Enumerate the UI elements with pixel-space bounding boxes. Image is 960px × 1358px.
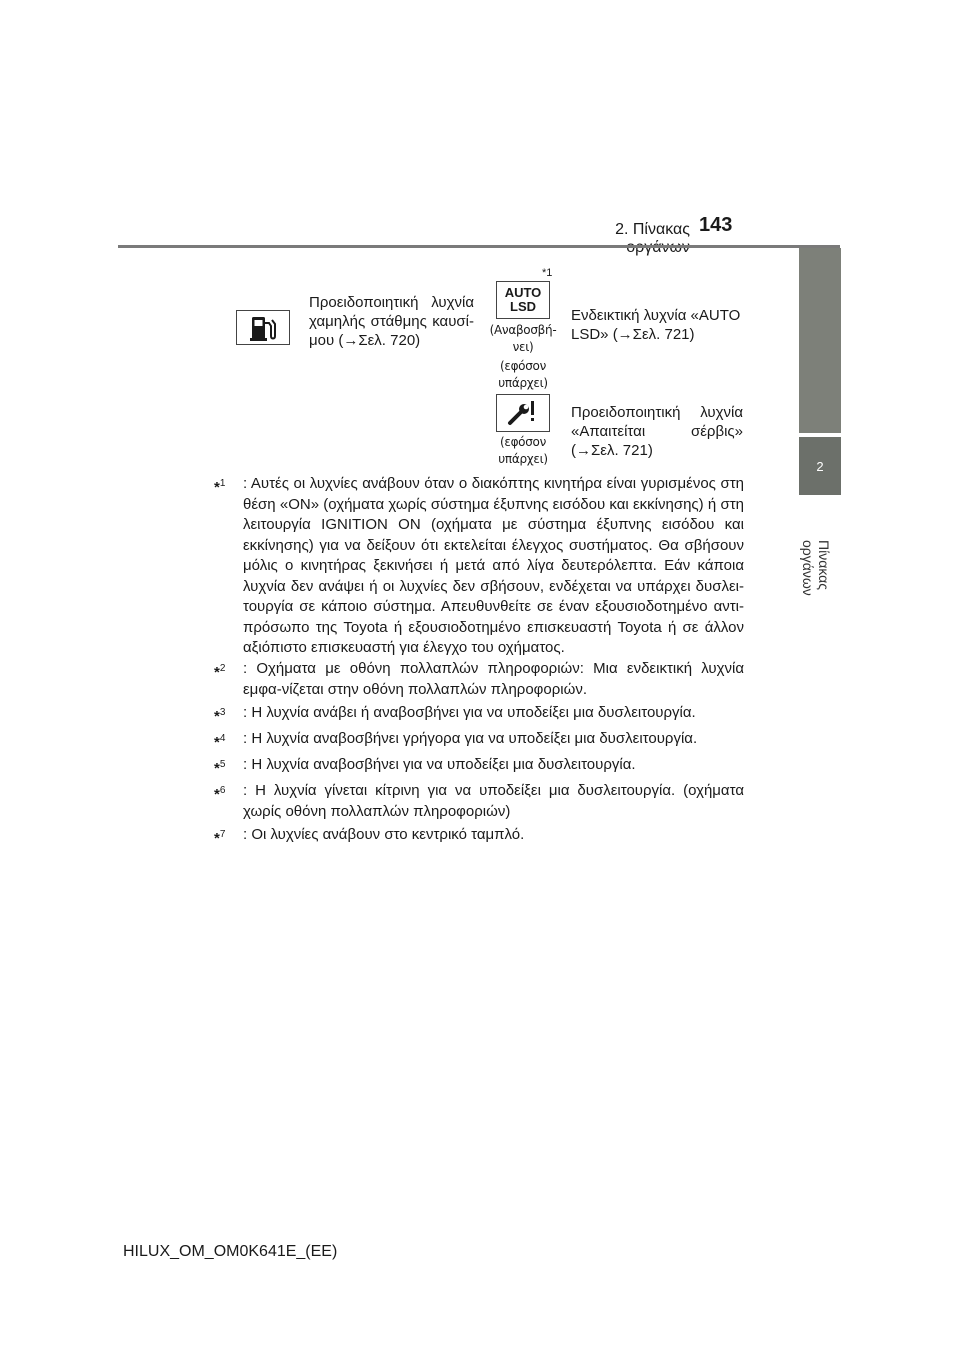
note-7 bbox=[214, 825, 744, 846]
note-5 bbox=[214, 755, 744, 776]
note-6 bbox=[214, 781, 744, 822]
note-6-text: : Η λυχνία γίνεται κίτρινη για να υποδείξει μια δυσλειτουργία. (οχήματα χωρίς οθόνη πολλαπλών πληροφοριών) bbox=[243, 782, 744, 820]
service-icon-box bbox=[496, 394, 550, 432]
note-1-text: : Αυτές οι λυχνίες ανάβουν όταν ο διακόπτης κινητήρα είναι γυρισμένος στη θέση «ON» (οχήματα χωρίς σύστημα έξυπνης εισόδου και εκκίνησης) ή στη λειτουργία IGNITION ON (οχήματα με σύστημα έξυπνης εισόδου και εκκίνησης) για να δείξουν ότι εκτελείται έλεγχος συστήματος. Θα σβήσουν μόλις ο κινητήρας ξεκινήσει ή μετά από λίγα δευτερόλεπτα. Εάν κάποια λυχνία δεν ανάψει ή οι λυχνίες δεν σβήσουν, ενδέχεται να υπάρχει δυσλει-τουργία σε κάποιο σύστημα. Απευθυνθείτε σε έναν εξουσιοδοτημένο αντι-πρόσωπο της Toyota ή εξουσιοδοτημένο επισκευαστή Toyota ή σε άλλον αξιόπιστο επισκευαστή για έλεγχο του οχήματος. bbox=[243, 475, 744, 656]
section-title: 2. Πίνακας bbox=[615, 221, 690, 238]
service-wrench-icon bbox=[507, 398, 539, 428]
side-tab-bar bbox=[799, 248, 841, 433]
note-1-marker: *$^1$ bbox=[214, 478, 226, 496]
note-2 bbox=[214, 659, 744, 700]
auto-lsd-description: Ενδεικτική λυχνία «AUTO LSD» (→Σελ. 721) bbox=[571, 307, 741, 343]
note-4 bbox=[214, 729, 744, 750]
note-2-text: : Οχήματα με οθόνη πολλαπλών πληροφοριών: Μια ενδεικτική λυχνία εμφα-νίζεται στην οθόνη πολλαπλών πληροφοριών. bbox=[243, 660, 744, 698]
auto-lsd-blink-caption: (Αναβοσβή-νει) bbox=[489, 323, 557, 354]
header-rule bbox=[118, 245, 840, 248]
auto-lsd-footnote-ref: *1 bbox=[542, 267, 553, 279]
service-warning-description: Προειδοποιητική λυχνία «Απαιτείται σέρβις» (→Σελ. 721) bbox=[571, 404, 743, 459]
note-5-marker: *$^5$ bbox=[214, 759, 226, 777]
fuel-warning-description: Προειδοποιητική λυχνία χαμηλής στάθμης καυσί-μου (→Σελ. 720) bbox=[309, 294, 474, 349]
note-6-marker: *$^6$ bbox=[214, 785, 226, 803]
side-tab-chapter-number: 2 bbox=[799, 437, 841, 495]
note-1 bbox=[214, 474, 744, 659]
service-equipped-caption: (εφόσον υπάρχει) bbox=[498, 435, 548, 466]
note-7-text: : Οι λυχνίες ανάβουν στο κεντρικό ταμπλό. bbox=[243, 826, 525, 843]
note-4-marker: *$^4$ bbox=[214, 733, 226, 751]
note-7-marker: *$^7$ bbox=[214, 829, 226, 847]
side-tab-chapter-title: Πίνακας οργάνων bbox=[800, 540, 832, 596]
note-3-marker: *$^3$ bbox=[214, 707, 226, 725]
note-3 bbox=[214, 703, 744, 724]
auto-lsd-icon: AUTO LSD bbox=[504, 285, 542, 314]
note-3-text: : Η λυχνία ανάβει ή αναβοσβήνει για να υποδείξει μια δυσλειτουργία. bbox=[243, 704, 696, 721]
auto-lsd-equipped-caption: (εφόσον υπάρχει) bbox=[498, 359, 548, 390]
fuel-icon-box bbox=[236, 310, 290, 345]
auto-lsd-icon-box bbox=[496, 281, 550, 319]
note-4-text: : Η λυχνία αναβοσβήνει γρήγορα για να υποδείξει μια δυσλειτουργία. bbox=[243, 730, 698, 747]
page-number: 143 bbox=[699, 214, 733, 236]
footer-doc-code: HILUX_OM_OM0K641E_(EE) bbox=[123, 1243, 338, 1260]
note-2-marker: *$^2$ bbox=[214, 663, 226, 681]
fuel-pump-icon bbox=[248, 314, 278, 342]
note-5-text: : Η λυχνία αναβοσβήνει για να υποδείξει μια δυσλειτουργία. bbox=[243, 756, 636, 773]
